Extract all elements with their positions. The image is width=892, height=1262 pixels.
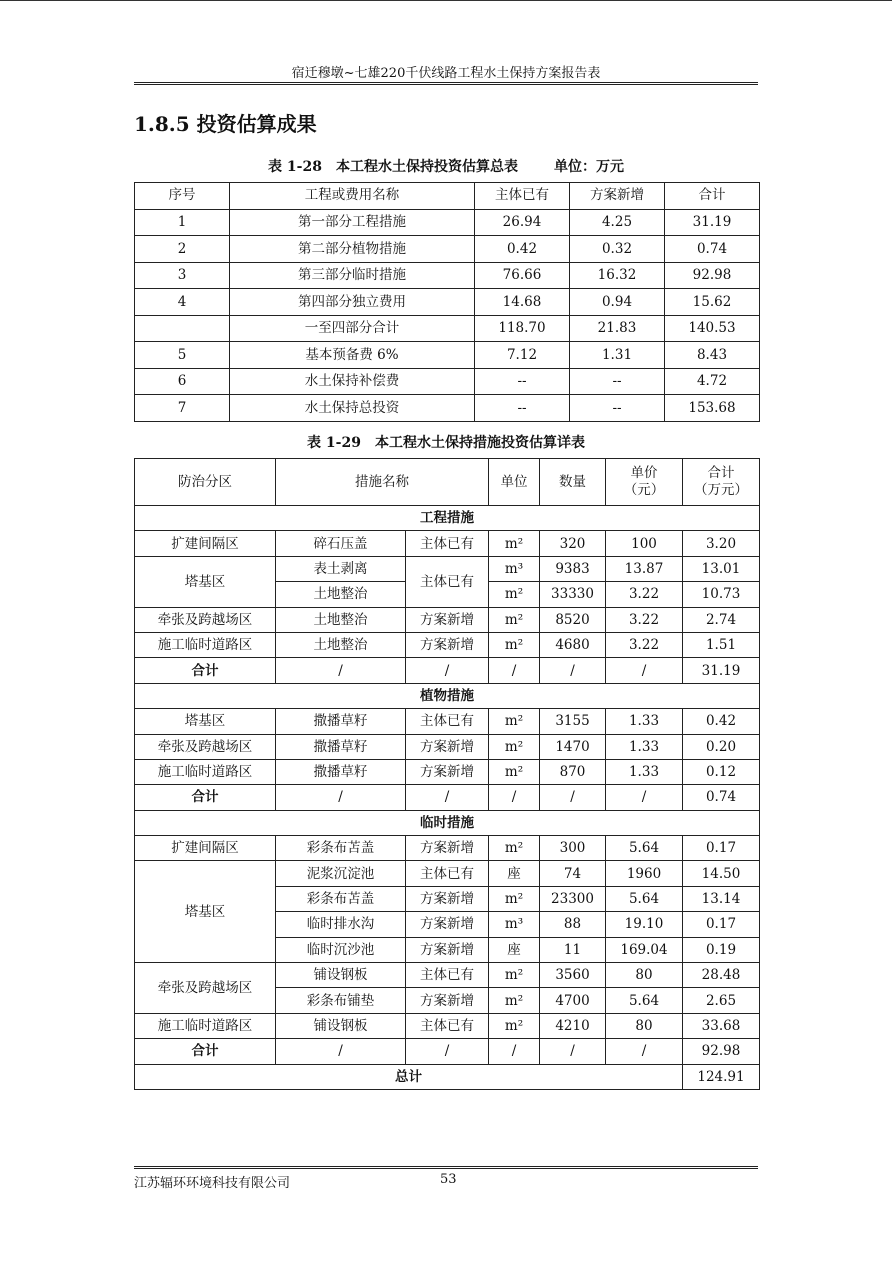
cell: -- — [475, 368, 570, 395]
cell: 14.68 — [475, 289, 570, 316]
cell: 施工临时道路区 — [135, 632, 276, 657]
cell: 31.19 — [683, 658, 760, 683]
table28-caption-text: 表 1-28 本工程水土保持投资估算总表 — [268, 159, 518, 175]
cell: m² — [489, 886, 540, 911]
table-row — [135, 861, 760, 886]
page-number: 53 — [440, 1172, 457, 1187]
cell: 0.74 — [683, 785, 760, 810]
footer-rule — [134, 1166, 758, 1167]
cell: 3.22 — [606, 632, 683, 657]
zone-cell: 牵张及跨越场区 — [135, 963, 276, 1014]
cell: 0.74 — [665, 236, 760, 263]
investment-summary-table — [134, 182, 760, 422]
top-border — [0, 0, 892, 1]
cell: 施工临时道路区 — [135, 1013, 276, 1038]
column-header-line: （元） — [623, 482, 665, 498]
column-header: 防治分区 — [135, 459, 276, 506]
table-row — [135, 531, 760, 556]
column-header — [683, 459, 760, 506]
cell: 21.83 — [570, 315, 665, 342]
column-header-line: 单价 — [630, 465, 658, 481]
cell: 第二部分植物措施 — [230, 236, 475, 263]
cell: 表土剥离 — [276, 556, 406, 581]
cell: 100 — [606, 531, 683, 556]
cell: 彩条布苫盖 — [276, 886, 406, 911]
table-header-row — [135, 459, 760, 506]
table-row — [135, 963, 760, 988]
table-row — [135, 209, 760, 236]
cell: 4700 — [540, 988, 606, 1013]
cell: 13.87 — [606, 556, 683, 581]
header-rule — [134, 84, 758, 85]
subtotal-row — [135, 785, 760, 810]
cell: 3.22 — [606, 607, 683, 632]
cell: 水土保持补偿费 — [230, 368, 475, 395]
cell: 第一部分工程措施 — [230, 209, 475, 236]
cell: 8.43 — [665, 342, 760, 369]
measures-detail-table — [134, 458, 760, 1090]
cell: 1470 — [540, 734, 606, 759]
cell: 6 — [135, 368, 230, 395]
cell: 5 — [135, 342, 230, 369]
cell: 2 — [135, 236, 230, 263]
cell: 1.33 — [606, 759, 683, 784]
table-row — [135, 315, 760, 342]
table-row — [135, 368, 760, 395]
cell: m² — [489, 632, 540, 657]
cell: m³ — [489, 556, 540, 581]
cell: 300 — [540, 836, 606, 861]
subtotal-row — [135, 658, 760, 683]
cell: 3 — [135, 262, 230, 289]
column-header-line: 合计 — [707, 465, 735, 481]
cell: / — [606, 785, 683, 810]
cell: / — [406, 658, 489, 683]
cell: m² — [489, 582, 540, 607]
cell: 870 — [540, 759, 606, 784]
cell: 彩条布铺垫 — [276, 988, 406, 1013]
cell: 座 — [489, 861, 540, 886]
cell: 74 — [540, 861, 606, 886]
cell: 第四部分独立费用 — [230, 289, 475, 316]
grand-total-row — [135, 1064, 760, 1089]
cell: 13.14 — [683, 886, 760, 911]
cell: 临时排水沟 — [276, 912, 406, 937]
cell: 88 — [540, 912, 606, 937]
cell: 16.32 — [570, 262, 665, 289]
table28-caption — [134, 156, 758, 176]
cell: 1.33 — [606, 734, 683, 759]
column-header: 数量 — [540, 459, 606, 506]
cell: 碎石压盖 — [276, 531, 406, 556]
column-header: 单位 — [489, 459, 540, 506]
zone-cell: 塔基区 — [135, 861, 276, 963]
section-title-cell: 植物措施 — [135, 683, 760, 708]
cell: / — [606, 658, 683, 683]
cell: 座 — [489, 937, 540, 962]
cell: 31.19 — [665, 209, 760, 236]
table-row — [135, 709, 760, 734]
table29-caption: 表 1-29 本工程水土保持措施投资估算详表 — [307, 435, 585, 451]
cell: m² — [489, 1013, 540, 1038]
cell: 76.66 — [475, 262, 570, 289]
cell: 92.98 — [665, 262, 760, 289]
cell: / — [489, 658, 540, 683]
cell: 土地整治 — [276, 582, 406, 607]
cell: -- — [475, 395, 570, 422]
grand-total-label: 总计 — [135, 1064, 683, 1089]
cell: 泥浆沉淀池 — [276, 861, 406, 886]
table-row — [135, 262, 760, 289]
cell: 3.22 — [606, 582, 683, 607]
column-header: 主体已有 — [475, 183, 570, 210]
cell: 撒播草籽 — [276, 759, 406, 784]
cell: 1.51 — [683, 632, 760, 657]
cell: 扩建间隔区 — [135, 531, 276, 556]
section-title-cell: 工程措施 — [135, 506, 760, 531]
cell: 0.12 — [683, 759, 760, 784]
cell: / — [540, 785, 606, 810]
table28-unit: 单位：万元 — [553, 159, 624, 175]
cell: 方案新增 — [406, 607, 489, 632]
cell: 15.62 — [665, 289, 760, 316]
cell: 合计 — [135, 785, 276, 810]
column-header: 工程或费用名称 — [230, 183, 475, 210]
cell: 方案新增 — [406, 912, 489, 937]
cell: 0.42 — [475, 236, 570, 263]
cell: 方案新增 — [406, 836, 489, 861]
cell: 19.10 — [606, 912, 683, 937]
header-rule — [134, 82, 758, 83]
cell: 4680 — [540, 632, 606, 657]
cell: 5.64 — [606, 886, 683, 911]
cell: 4.25 — [570, 209, 665, 236]
cell: 一至四部分合计 — [230, 315, 475, 342]
cell: 临时沉沙池 — [276, 937, 406, 962]
cell: 320 — [540, 531, 606, 556]
cell: 169.04 — [606, 937, 683, 962]
cell: / — [406, 785, 489, 810]
cell: 23300 — [540, 886, 606, 911]
cell: 10.73 — [683, 582, 760, 607]
table-row — [135, 836, 760, 861]
subtotal-row — [135, 1039, 760, 1064]
cell: 9383 — [540, 556, 606, 581]
grand-total-value: 124.91 — [683, 1064, 760, 1089]
cell: / — [540, 658, 606, 683]
cell: 方案新增 — [406, 632, 489, 657]
cell: -- — [570, 368, 665, 395]
cell: 11 — [540, 937, 606, 962]
cell: 118.70 — [475, 315, 570, 342]
cell: / — [276, 1039, 406, 1064]
cell: 1 — [135, 209, 230, 236]
cell: 0.19 — [683, 937, 760, 962]
cell: 主体已有 — [406, 861, 489, 886]
cell: m² — [489, 709, 540, 734]
cell: m² — [489, 607, 540, 632]
cell: 92.98 — [683, 1039, 760, 1064]
cell: 第三部分临时措施 — [230, 262, 475, 289]
cell: 0.17 — [683, 912, 760, 937]
cell: 0.17 — [683, 836, 760, 861]
cell: 140.53 — [665, 315, 760, 342]
table-row — [135, 395, 760, 422]
cell: m³ — [489, 912, 540, 937]
cell: 2.65 — [683, 988, 760, 1013]
section-title: 1.8.5 投资估算成果 — [134, 112, 317, 136]
cell: / — [606, 1039, 683, 1064]
cell: 0.42 — [683, 709, 760, 734]
cell: 4 — [135, 289, 230, 316]
cell: m² — [489, 963, 540, 988]
cell: m² — [489, 836, 540, 861]
table-row — [135, 1013, 760, 1038]
cell: 扩建间隔区 — [135, 836, 276, 861]
cell: m² — [489, 759, 540, 784]
cell: 主体已有 — [406, 709, 489, 734]
page-header: 宿迁穆墩~七雄220千伏线路工程水土保持方案报告表 — [291, 66, 601, 81]
cell: 33330 — [540, 582, 606, 607]
cell: 彩条布苫盖 — [276, 836, 406, 861]
cell: 土地整治 — [276, 632, 406, 657]
cell: 153.68 — [665, 395, 760, 422]
zone-cell: 塔基区 — [135, 556, 276, 607]
section-row — [135, 683, 760, 708]
cell: 3155 — [540, 709, 606, 734]
column-header: 措施名称 — [276, 459, 489, 506]
table-row — [135, 289, 760, 316]
cell: 土地整治 — [276, 607, 406, 632]
cell: / — [406, 1039, 489, 1064]
cell: 28.48 — [683, 963, 760, 988]
cell: 0.32 — [570, 236, 665, 263]
cell: 80 — [606, 963, 683, 988]
column-header: 序号 — [135, 183, 230, 210]
cell: 0.94 — [570, 289, 665, 316]
cell: 施工临时道路区 — [135, 759, 276, 784]
table-row — [135, 342, 760, 369]
cell: 4.72 — [665, 368, 760, 395]
cell: 水土保持总投资 — [230, 395, 475, 422]
cell: m² — [489, 734, 540, 759]
table-row — [135, 236, 760, 263]
cell: 铺设钢板 — [276, 963, 406, 988]
cell: 主体已有 — [406, 1013, 489, 1038]
cell: 方案新增 — [406, 988, 489, 1013]
cell: / — [489, 785, 540, 810]
cell: / — [276, 785, 406, 810]
footer-rule — [134, 1168, 758, 1169]
cell: 3560 — [540, 963, 606, 988]
cell: 基本预备费 6% — [230, 342, 475, 369]
cell: / — [489, 1039, 540, 1064]
section-title-cell: 临时措施 — [135, 810, 760, 835]
table-row — [135, 632, 760, 657]
cell: 0.20 — [683, 734, 760, 759]
cell: 8520 — [540, 607, 606, 632]
cell: / — [540, 1039, 606, 1064]
cell: 4210 — [540, 1013, 606, 1038]
cell: 5.64 — [606, 836, 683, 861]
footer-company: 江苏辐环环境科技有限公司 — [134, 1176, 291, 1191]
table-row — [135, 607, 760, 632]
cell: 主体已有 — [406, 963, 489, 988]
source-cell: 主体已有 — [406, 556, 489, 607]
cell: 26.94 — [475, 209, 570, 236]
cell: 牵张及跨越场区 — [135, 734, 276, 759]
cell: 1.31 — [570, 342, 665, 369]
cell: m² — [489, 988, 540, 1013]
column-header: 合计 — [665, 183, 760, 210]
column-header-line: （万元） — [694, 482, 748, 498]
table-row — [135, 556, 760, 581]
cell: 主体已有 — [406, 531, 489, 556]
cell: 7 — [135, 395, 230, 422]
cell: 方案新增 — [406, 886, 489, 911]
column-header: 方案新增 — [570, 183, 665, 210]
cell: 5.64 — [606, 988, 683, 1013]
cell: -- — [570, 395, 665, 422]
cell: 牵张及跨越场区 — [135, 607, 276, 632]
cell: 方案新增 — [406, 759, 489, 784]
cell: / — [276, 658, 406, 683]
cell: 13.01 — [683, 556, 760, 581]
table-header-row — [135, 183, 760, 210]
table-row — [135, 734, 760, 759]
cell: 2.74 — [683, 607, 760, 632]
section-row — [135, 810, 760, 835]
cell: m² — [489, 531, 540, 556]
cell — [135, 315, 230, 342]
cell: 合计 — [135, 1039, 276, 1064]
cell: 1.33 — [606, 709, 683, 734]
cell: 塔基区 — [135, 709, 276, 734]
cell: 撒播草籽 — [276, 734, 406, 759]
cell: 撒播草籽 — [276, 709, 406, 734]
cell: 3.20 — [683, 531, 760, 556]
cell: 14.50 — [683, 861, 760, 886]
cell: 80 — [606, 1013, 683, 1038]
table-row — [135, 759, 760, 784]
cell: 铺设钢板 — [276, 1013, 406, 1038]
cell: 33.68 — [683, 1013, 760, 1038]
cell: 方案新增 — [406, 937, 489, 962]
cell: 7.12 — [475, 342, 570, 369]
cell: 方案新增 — [406, 734, 489, 759]
cell: 1960 — [606, 861, 683, 886]
column-header — [606, 459, 683, 506]
cell: 合计 — [135, 658, 276, 683]
section-row — [135, 506, 760, 531]
